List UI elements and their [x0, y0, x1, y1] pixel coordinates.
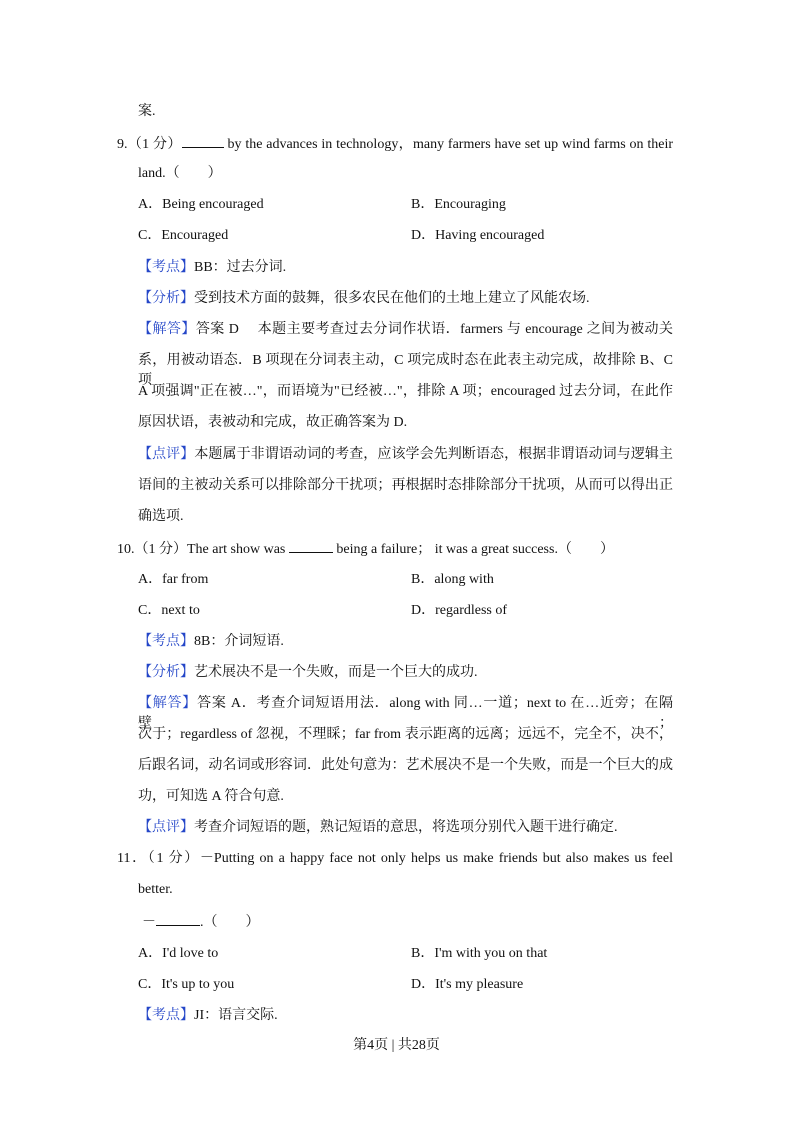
options-row — [138, 975, 673, 995]
fenxi-text: 受到技术方面的鼓舞，很多农民在他们的土地上建立了风能农场. — [194, 291, 590, 306]
option-c: C．Encouraged — [138, 228, 229, 243]
question-number: 10.（1 分） — [117, 542, 187, 557]
dianping-text: 考查介词短语的题，熟记短语的意思，将选项分别代入题干进行确定. — [194, 820, 618, 835]
fenxi-tag: 【分析】 — [138, 291, 194, 306]
question-9-stem — [117, 133, 673, 153]
jieda-line: 系，用被动语态．B 项现在分词表主动，C 项完成时态在此表主动完成，故排除 B、C 项 — [138, 353, 673, 388]
answer-blank — [156, 911, 200, 926]
fenxi-tag: 【分析】 — [138, 665, 194, 680]
option-d: D．regardless of — [411, 603, 508, 618]
question-11-stem — [117, 849, 673, 869]
stem-text: －Putting on a happy face not only helps us make friends but also makes us feel — [199, 851, 673, 866]
kaodian-tag: 【考点】 — [138, 634, 194, 649]
dianping — [138, 445, 673, 465]
kaodian — [138, 258, 673, 278]
options-row — [138, 601, 673, 621]
kaodian-text: JI：语言交际. — [194, 1008, 278, 1023]
options-row — [138, 226, 673, 246]
stem-text: The art show was — [187, 542, 289, 557]
options-row — [138, 944, 673, 964]
question-10-stem — [117, 538, 673, 558]
option-a: A．I'd love to — [138, 946, 219, 961]
option-c: C．It's up to you — [138, 977, 235, 992]
question-number: 11．（1 分） — [117, 851, 200, 866]
option-c: C．next to — [138, 603, 200, 618]
jieda-line: 原因状语，表被动和完成，故正确答案为 D. — [138, 415, 408, 430]
dianping-tag: 【点评】 — [138, 820, 194, 835]
fenxi — [138, 289, 673, 309]
jieda-line: 次于；regardless of 忽视，不理睬；far from 表示距离的远离；远远不，完全不，决不， — [138, 727, 673, 742]
fenxi-text: 艺术展决不是一个失败，而是一个巨大的成功. — [194, 665, 478, 680]
kaodian — [138, 632, 673, 652]
kaodian — [138, 1006, 673, 1026]
question-11-reply — [142, 911, 677, 931]
dianping-text: 本题属于非谓语动词的考查，应该学会先判断语态，根据非谓语动词与逻辑主 — [194, 447, 674, 462]
dianping — [138, 818, 673, 838]
dianping-line: 语间的主被动关系可以排除部分干扰项；再根据时态排除部分干扰项，从而可以得出正 — [138, 478, 673, 493]
kaodian-tag: 【考点】 — [138, 260, 194, 275]
option-b: B．along with — [411, 572, 494, 587]
page-footer: 第4页 | 共28页 — [353, 1038, 440, 1053]
dash: － — [142, 915, 156, 930]
jieda-tag: 【解答】 — [138, 696, 198, 711]
question-number: 9.（1 分） — [117, 137, 182, 152]
jieda-line: 功，可知选 A 符合句意. — [138, 789, 284, 804]
jieda-text: 答案 A．考查介词短语用法．along with 同…一道；next to 在…近旁；在隔壁； — [138, 696, 673, 731]
dianping-tag: 【点评】 — [138, 447, 195, 462]
option-a: A．Being encouraged — [138, 197, 264, 212]
question-11-stem-cont: better. — [138, 882, 173, 897]
stem-text: by the advances in technology，many farmers have set up wind farms on their — [223, 137, 673, 152]
kaodian-text: BB：过去分词. — [194, 260, 287, 275]
jieda-text: 答案 D 本题主要考查过去分词作状语．farmers 与 encourage 之间为被动关 — [195, 322, 674, 337]
jieda-line: A 项强调"正在被…"，而语境为"已经被…"，排除 A 项；encouraged 过去分词，在此作 — [138, 384, 673, 399]
option-d: D．Having encouraged — [411, 228, 545, 243]
jieda — [138, 320, 673, 340]
option-b: B．I'm with you on that — [411, 946, 548, 961]
question-9-stem-cont: land.（ ） — [138, 166, 222, 181]
option-b: B．Encouraging — [411, 197, 506, 212]
kaodian-text: 8B：介词短语. — [194, 634, 284, 649]
continuation-text: 案. — [138, 104, 156, 119]
stem-text: being a failure； it was a great success.（ ） — [332, 542, 614, 557]
fenxi — [138, 663, 673, 683]
kaodian-tag: 【考点】 — [138, 1008, 194, 1023]
stem-text: .（ ） — [200, 915, 260, 930]
jieda-line: 后跟名词，动名词或形容词．此处句意为：艺术展决不是一个失败，而是一个巨大的成 — [138, 758, 673, 773]
option-a: A．far from — [138, 572, 209, 587]
option-d: D．It's my pleasure — [411, 977, 524, 992]
options-row — [138, 195, 673, 215]
dianping-line: 确选项. — [138, 509, 184, 524]
options-row — [138, 570, 673, 590]
jieda — [138, 694, 673, 731]
jieda-tag: 【解答】 — [138, 322, 196, 337]
answer-blank — [182, 133, 224, 148]
answer-blank — [289, 538, 333, 553]
